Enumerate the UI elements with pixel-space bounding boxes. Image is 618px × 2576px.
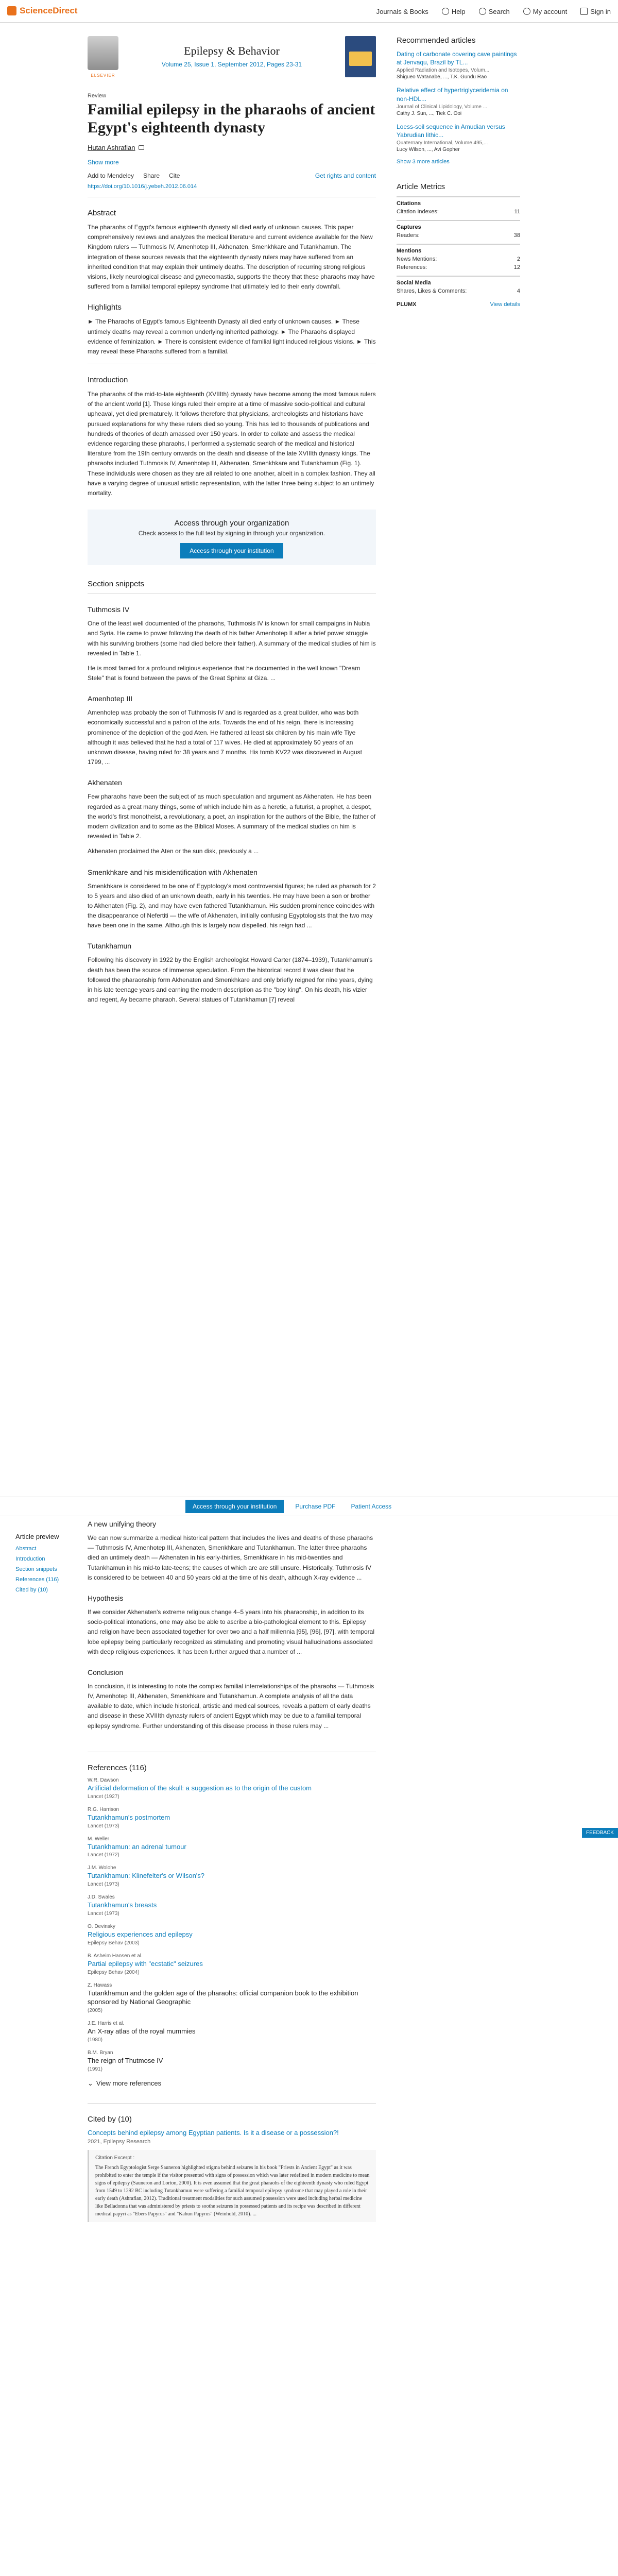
metric-group-social: Social Media Shares, Likes & Comments: 4	[397, 276, 520, 294]
sign-in-link[interactable]: Sign in	[580, 8, 611, 15]
snippet-text: Akhenaten proclaimed the Aten or the sun disk, previously a ...	[88, 848, 259, 855]
email-icon	[139, 145, 144, 150]
my-account-link[interactable]: My account	[523, 8, 567, 15]
outline-heading: Article preview	[15, 1533, 59, 1540]
metric-group-citations: Citations Citation Indexes: 11	[397, 196, 520, 215]
help-link[interactable]: Help	[442, 8, 466, 15]
reference-title: Tutankhamun and the golden age of the pharaohs: official companion book to the exhibition sponsored by National Geographic	[88, 1989, 358, 2006]
recommended-article[interactable]: Loess-soil sequence in Amudian versus Yabrudian lithic... Quaternary International, Volume 495,... Lucy Wilson, ..., Avi Gopher	[397, 123, 505, 153]
snippet-title: Conclusion	[88, 1668, 124, 1676]
snippet-text: Amenhotep was probably the son of Tuthmosis IV and is regarded as a great builder, who was both economically successful and a patron of the arts. Towards the end of his reign, there is increasing prominence of the depiction of the god Aten. He fathered at least six children by his main wife Tiye although it was believed that he had a total of 117 wives. He died at approximately 50 years of an unknown disease, having ruled for 38 years and 7 months. His tomb KV22 was discovered in August 1799, ...	[88, 709, 362, 766]
cited-article-source: 2021, Epilepsy Research	[88, 2138, 151, 2145]
chevron-down-icon: ⌄	[88, 2079, 93, 2087]
snippet-text: One of the least well documented of the pharaohs, Tuthmosis IV is known for small campaigns in Nubia and Syria. He came to power following the death of his father Amenhotep II after a brief power struggle with his surviving brothers (some had died before their father). A summary of the medical studies of him is revealed in Table 1.	[88, 620, 376, 657]
sign-in-icon	[580, 8, 588, 15]
metric-group-mentions: Mentions News Mentions: 2 References: 12	[397, 244, 520, 270]
snippet-text: In conclusion, it is interesting to note the complex familial interrelationships of the pharaohs — Tuthmosis IV, Amenhotep III, Akhenaten, Smenkhkare and Tutankhamun. A complete analysis of all the data available to date, which include historical, artistic and medical sources, reveals a pattern of early deaths and disease in these XVIIIth dynasty rulers of ancient Egypt which may be due to a familial temporal epilepsy syndrome. Further understanding of this disease process in these rulers may ...	[88, 1682, 374, 1730]
article-type: Review	[88, 93, 107, 99]
view-details-link[interactable]: View details	[490, 301, 520, 308]
article-main-lower	[88, 1520, 376, 2222]
add-to-mendeley-button[interactable]: Add to Mendeley	[88, 172, 134, 179]
highlights-text: ► The Pharaohs of Egypt's famous Eighteenth Dynasty all died early of unknown causes. ► These untimely deaths may reveal a common underlying inherited pathology. ► The Pharaohs displayed evidence of feminization. ► There is consistent evidence of familial light induced religious visions. ► This may reveal these Pharaohs suffered from a familial.	[88, 318, 376, 355]
search-icon	[479, 8, 486, 15]
introduction-heading: Introduction	[88, 376, 128, 385]
metrics-heading: Article Metrics	[397, 182, 445, 192]
sciencedirect-logo[interactable]: ScienceDirect	[7, 6, 77, 16]
recommended-article[interactable]: Dating of carbonate covering cave paintings at Jenvaqu, Brazil by TL... Applied Radiation and Isotopes, Volum... Shigueo Watanabe, ..., T.K. Gundu Rao	[397, 50, 517, 80]
article-metrics	[397, 182, 520, 308]
access-subtitle: Check access to the full text by signing in through your organization.	[138, 530, 325, 537]
cited-by-heading: Cited by (10)	[88, 2114, 132, 2124]
snippet-title: Amenhotep III	[88, 694, 133, 703]
snippet-title: Tuthmosis IV	[88, 605, 130, 614]
author-link[interactable]: Hutan Ashrafian	[88, 144, 144, 151]
publisher-name: ELSEVIER	[91, 73, 115, 78]
reference-link[interactable]: Artificial deformation of the skull: a suggestion as to the origin of the custom	[88, 1784, 312, 1792]
access-institution-button[interactable]: Access through your institution	[180, 543, 283, 558]
outline-item-abstract[interactable]: Abstract	[15, 1546, 37, 1552]
reference-link[interactable]: Tutankhamun's postmortem	[88, 1813, 170, 1821]
snippet-text: If we consider Akhenaten's extreme religious change 4–5 years into his pharaonship, in addition to its socio-political intonations, one may also be able to ascribe a bio-pathological element to this. Epilepsy and religion have been associated together for over two and a half millennia [95], [96], [97], with temporal lobe epilepsy being particularly recognized as stimulating and promoting visual hallucinations associated with deep religious experiences. It has been further argued that a number of ...	[88, 1608, 375, 1655]
access-title: Access through your organization	[174, 519, 289, 528]
search-link[interactable]: Search	[479, 8, 510, 15]
journal-title[interactable]: Epilepsy & Behavior	[184, 44, 280, 57]
metric-group-captures: Captures Readers: 38	[397, 220, 520, 239]
cite-button[interactable]: Cite	[169, 172, 180, 179]
sticky-access-bar	[0, 1497, 618, 1516]
reference-item: J.E. Harris et al. An X-ray atlas of the royal mummies (1980)	[88, 2021, 376, 2043]
journal-block	[88, 36, 376, 86]
reference-link[interactable]: Tutankhamun: an adrenal tumour	[88, 1842, 186, 1851]
article-title: Familial epilepsy in the pharaohs of ancient Egypt's eighteenth dynasty	[88, 101, 375, 136]
snippet-title: Smenkhkare and his misidentification with Akhenaten	[88, 868, 258, 876]
snippet-text: Smenkhkare is considered to be one of Egyptology's most controversial figures; he ruled as pharaoh for 2 to 5 years and also died of an unknown death, early in his twenties. He may have been a son or brother to Akhenaten (Fig. 2), and may have even fathered Tutankhamun. His sudden prominence coincides with the disappearance of Nefertiti — the wife of Akhenaten, initially confusing Egyptologists that the two may have been one in the same. Although this is largely now dispelled, his reign had ...	[88, 882, 376, 929]
help-icon	[442, 8, 449, 15]
outline-item-introduction[interactable]: Introduction	[15, 1556, 45, 1562]
access-banner	[88, 510, 376, 565]
snippet-title: A new unifying theory	[88, 1520, 157, 1528]
sciencedirect-logo-icon	[7, 6, 16, 15]
highlights-heading: Highlights	[88, 303, 122, 312]
reference-item: M. Weller Tutankhamun: an adrenal tumour Lancet (1972)	[88, 1836, 376, 1858]
outline-item-references[interactable]: References (116)	[15, 1577, 59, 1583]
journal-volume[interactable]: Volume 25, Issue 1, September 2012, Pages 23-31	[161, 61, 302, 68]
abstract-heading: Abstract	[88, 209, 116, 217]
outline-item-snippets[interactable]: Section snippets	[15, 1566, 57, 1572]
reference-item: B.M. Bryan The reign of Thutmose IV (1991)	[88, 2050, 376, 2072]
plumx-row	[397, 301, 520, 308]
snippet-text: He is most famed for a profound religious experience that he documented in the well known "Dream Stele" that is found between the paws of the Great Sphinx at Giza. ...	[88, 664, 360, 682]
snippet-title: Akhenaten	[88, 778, 122, 787]
introduction-text: The pharaohs of the mid-to-late eighteenth (XVIIIth) dynasty have become among the most famous rulers of the ancient world [1]. These kings ruled their empire at a time of massive socio-political and cultural upheaval, yet died prematurely. It follows therefore that physicians, archeologists and historians have pursued explanations for why these rulers died so young. This has led to thousands of publications and hundreds of theories of death amassed over 150 years. In order to collate and assess the medical evidence regarding these pharaohs, I performed a systematic search of the medical and historical literature from the 19th century onwards on the death and disease of the late XVIIIth dynasty kings. The pharaohs included Tuthmosis IV, Amenhotep III, Akhenaten, Smenkhkare and Tutankhamun (Fig. 1). These individuals were chosen as they are all related to one another, albeit in a complex fashion. They all have a varying degree of unusual artistic representation, with the latter three being subject to an untimely mortality.	[88, 391, 376, 497]
reference-item: Z. Hawass Tutankhamun and the golden age of the pharaohs: official companion book to the exhibition sponsored by National Geographic (2005)	[88, 1982, 376, 2013]
access-institution-button[interactable]: Access through your institution	[185, 1500, 284, 1513]
snippet-title: Tutankhamun	[88, 942, 132, 951]
reference-link[interactable]: Partial epilepsy with "ecstatic" seizures	[88, 1960, 203, 1968]
cited-article-link[interactable]: Concepts behind epilepsy among Egyptian patients. Is it a disease or a possession?!	[88, 2128, 339, 2137]
citation-excerpt: Citation Excerpt : The French Egyptologist Serge Sauneron highlighted stigma behind seizures in his book "Priests in Ancient Egypt" as it was prohibited to enter the temple if the visitor presented with signs of possession which was later redefined in modern medicine to mean signs of epilepsy (Sauneron and Lorton, 2000). It is even assumed that the great pharaohs of the eighteenth dynasty who ruled Egypt from 1549 to 1292 BC including Tutankhamun were suffering a familial temporal epilepsy syndrome that may played a role in their early death (Ashrafian, 2012). Traditional treatment modalities for such assumed possession were used including herbal medicine like Belladonna that was administered by priests to soothe seizures in possessed patients and its recipe was described in different medical papyri as "Ebers Papyrus" and "Kahun Papyrus" (Weinhold, 2010). ...	[88, 2150, 376, 2222]
reference-link[interactable]: Tutankhamun: Klinefelter's or Wilson's?	[88, 1872, 205, 1880]
journals-books-link[interactable]: Journals & Books	[376, 7, 428, 15]
journal-cover-image[interactable]	[345, 36, 376, 77]
patient-access-button[interactable]: Patient Access	[351, 1503, 392, 1510]
reference-link[interactable]: Religious experiences and epilepsy	[88, 1930, 193, 1939]
snippet-text: Following his discovery in 1922 by the English archeologist Howard Carter (1874–1939), Tutankhamun's death has been the source of immense speculation. From the historical record it was clear that he followed the pharaonship form Akhenaten and Smenkhkare and only briefly reigned for nine years, dying in his late teenage years and earning the modern description as the "boy king". On his death, his vizier and regent, Ay became pharaoh. Several statues of Tutankhamun [7] reveal	[88, 956, 373, 1004]
article-main	[88, 93, 376, 1005]
reference-item: O. Devinsky Religious experiences and epilepsy Epilepsy Behav (2003)	[88, 1924, 376, 1946]
snippet-title: Hypothesis	[88, 1594, 124, 1602]
right-sidebar	[397, 36, 520, 308]
reference-title: An X-ray atlas of the royal mummies	[88, 2027, 196, 2035]
reference-item: J.D. Swales Tutankhamun's breasts Lancet (1973)	[88, 1894, 376, 1917]
section-snippets-heading: Section snippets	[88, 580, 145, 589]
plumx-logo: PLUMX	[397, 301, 417, 308]
feedback-button[interactable]: FEEDBACK	[582, 1828, 618, 1838]
purchase-pdf-button[interactable]: Purchase PDF	[295, 1503, 336, 1510]
share-button[interactable]: Share	[143, 172, 160, 179]
recommended-heading: Recommended articles	[397, 36, 476, 45]
recommended-article[interactable]: Relative effect of hypertriglyceridemia on non-HDL... Journal of Clinical Lipidology, Volume ... Cathy J. Sun, ..., Tiek C. Ooi	[397, 87, 508, 116]
account-icon	[523, 8, 530, 15]
snippet-text: Few pharaohs have been the subject of as much speculation and argument as Akhenaten. He has been regarded as a great many things, some of which include him as a heretic, a futurist, a prophet, a despot, the world's first monotheist, a revolutionary, a poet, an inspiration for the authors of the Bible, the father of modern civilization and to some as the Biblical Moses. A summary of the medical studies on him is revealed in Table 2.	[88, 793, 376, 840]
reference-item: J.M. Wolohe Tutankhamun: Klinefelter's or Wilson's? Lancet (1973)	[88, 1865, 376, 1887]
article-actions	[88, 172, 376, 179]
rights-link[interactable]: Get rights and content	[315, 172, 376, 179]
reference-item: W.R. Dawson Artificial deformation of the skull: a suggestion as to the origin of the custom Lancet (1927)	[88, 1777, 376, 1800]
references-heading: References (116)	[88, 1763, 147, 1772]
outline-item-cited-by[interactable]: Cited by (10)	[15, 1587, 48, 1593]
article-outline	[15, 1533, 77, 1597]
reference-item: B. Asheim Hansen et al. Partial epilepsy with "ecstatic" seizures Epilepsy Behav (2004)	[88, 1953, 376, 1975]
abstract-text: The pharaohs of Egypt's famous eighteenth dynasty all died early of unknown causes. This paper comprehensively reviews and analyzes the medical literature and current evidence available for the New Kingdom rulers — Tuthmosis IV, Amenhotep III, Akhenaten, Smenkhkare and Tutankhamun. The integration of these sources reveals that the eighteenth dynasty rulers may have suffered from an inherited condition that may explain their untimely deaths. The description of recurring strong religious visions, likely neurological disease and gynecomastia, supports the theory that these pharaohs may have suffered from a familial temporal epilepsy syndrome that ultimately led to their early downfall.	[88, 224, 375, 291]
divider	[88, 2103, 376, 2104]
snippet-text: We can now summarize a medical historical pattern that includes the lives and deaths of these pharaohs — Tuthmosis IV, Amenhotep III, Akhenaten, Smenkhkare and Tutankhamun. The latter three pharaohs died an untimely death — Akhenaten in his early-thirties, Smenkhkare in his mid-twenties and Tutankhamun in his mid-to late-teens; the causes of which are are still unsure. Historically, Tuthmosis IV is considered to be between 40 and 50 years old at the time of his death, although X-ray evidence ...	[88, 1534, 373, 1581]
show-more-authors[interactable]: Show more	[88, 159, 119, 166]
doi-link[interactable]: https://doi.org/10.1016/j.yebeh.2012.06.014	[88, 183, 197, 190]
show-more-articles-link[interactable]: Show 3 more articles	[397, 159, 450, 165]
view-more-references-button[interactable]: ⌄ View more references	[88, 2079, 162, 2088]
reference-link[interactable]: Tutankhamun's breasts	[88, 1901, 157, 1909]
top-nav	[376, 0, 611, 23]
top-header	[0, 0, 618, 23]
reference-title: The reign of Thutmose IV	[88, 2056, 163, 2064]
reference-item: R.G. Harrison Tutankhamun's postmortem Lancet (1973)	[88, 1807, 376, 1829]
